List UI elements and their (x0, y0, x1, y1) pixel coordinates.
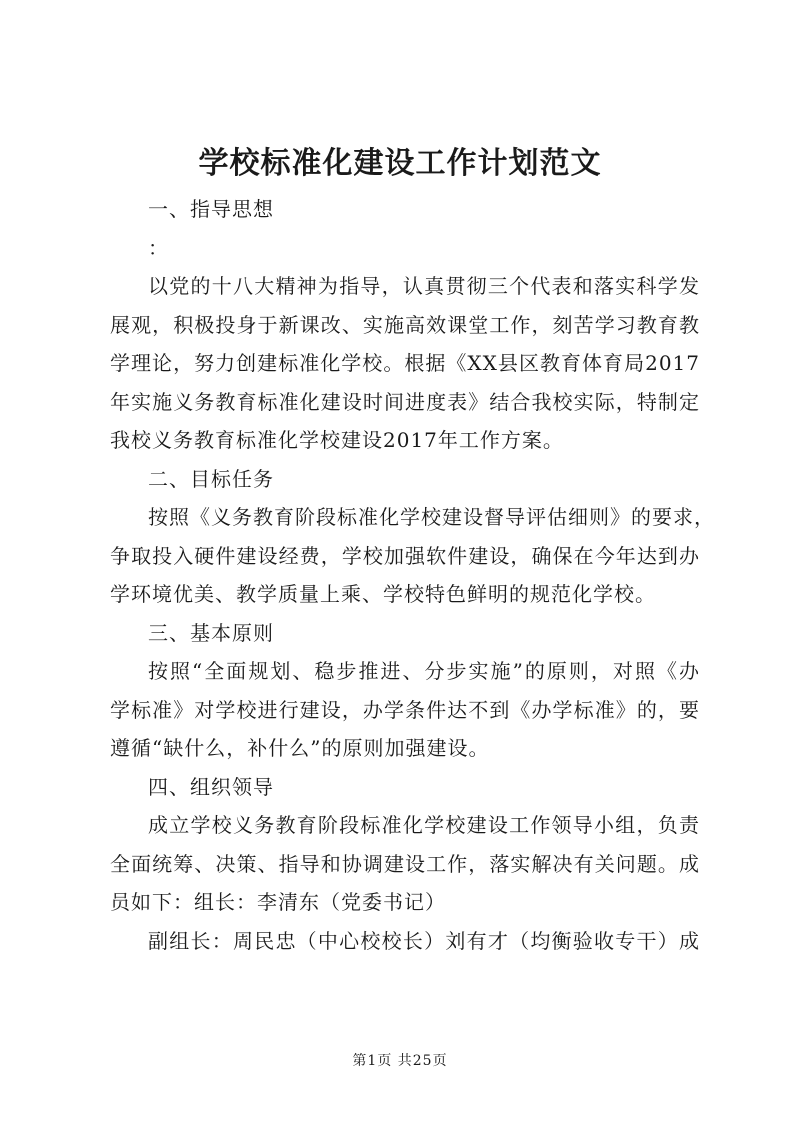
text-line: 争取投入硬件建设经费，学校加强软件建设，确保在今年达到办 (110, 543, 700, 568)
text-line: 按照《义务教育阶段标准化学校建设督导评估细则》的要求， (148, 505, 715, 529)
document-body (110, 190, 715, 960)
text-line: 学环境优美、教学质量上乘、学校特色鲜明的规范化学校。 (110, 582, 656, 606)
section-heading: 四、组织领导 (148, 774, 274, 799)
text-line: 员如下：组长：李清东（党委书记） (110, 890, 446, 914)
section-heading: 三、基本原则 (148, 620, 274, 645)
section-heading: 二、目标任务 (148, 466, 274, 491)
text-line: 遵循“缺什么，补什么”的原则加强建设。 (110, 736, 490, 760)
text-line: ： (148, 235, 169, 260)
text-line: 副组长：周民忠（中心校校长）刘有才（均衡验收专干）成 (148, 928, 700, 953)
text-line: 展观，积极投身于新课改、实施高效课堂工作，刻苦学习教育教 (110, 312, 700, 337)
text-line: 全面统筹、决策、指导和协调建设工作，落实解决有关问题。成 (110, 851, 700, 876)
section-heading: 一、指导思想 (148, 197, 274, 221)
page-title: 学校标准化建设工作计划范文 (198, 146, 602, 181)
text-line: 我校义务教育标准化学校建设2017年工作方案。 (110, 428, 564, 452)
text-line: 学标准》对学校进行建设，办学条件达不到《办学标准》的，要 (110, 697, 700, 722)
page-footer: 第1页 共25页 (352, 1053, 448, 1069)
text-line: 按照“全面规划、稳步推进、分步实施”的原则，对照《办 (148, 659, 700, 683)
text-line: 成立学校义务教育阶段标准化学校建设工作领导小组，负责 (148, 813, 700, 837)
text-line: 学理论，努力创建标准化学校。根据《XX县区教育体育局2017 (110, 351, 700, 375)
text-line: 以党的十八大精神为指导，认真贯彻三个代表和落实科学发 (148, 274, 700, 298)
text-line: 年实施义务教育标准化建设时间进度表》结合我校实际，特制定 (110, 389, 700, 414)
